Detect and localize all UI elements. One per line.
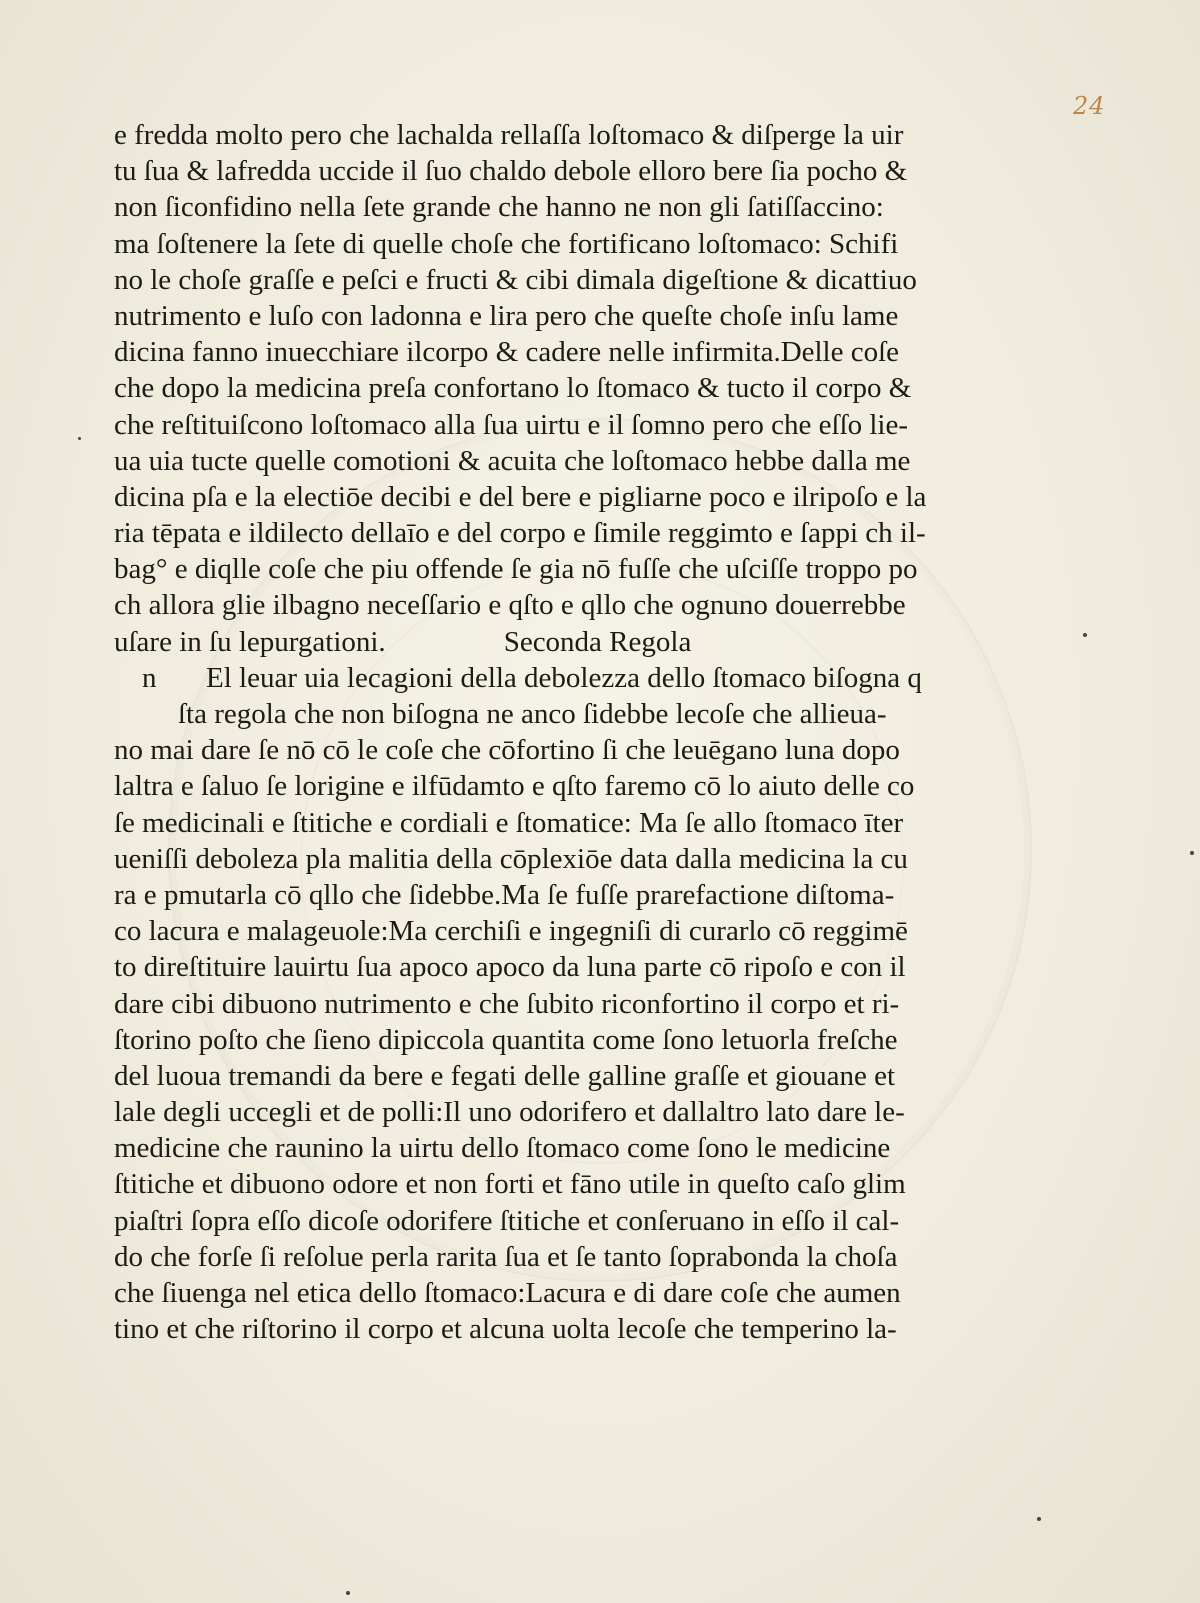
text-line: laltra e ſaluo ſe lorigine e ilfūdamto e qſto faremo cō lo aiuto delle co (114, 770, 915, 803)
text-line: ria tēpata e ildilecto dellaīo e del corpo e ſimile reggimto e ſappi ch il- (114, 517, 926, 550)
text-line: bag° e diqlle coſe che piu offende ſe gia nō fuſſe che uſciſſe troppo po (114, 553, 918, 586)
text-line: del luoua tremandi da bere e fegati delle galline graſſe et giouane et (114, 1059, 896, 1092)
text-line: che dopo la medicina preſa confortano lo ſtomaco & tucto il corpo & (114, 372, 912, 405)
text-line: lale degli uccegli et de polli:Il uno odorifero et dallaltro lato dare le- (114, 1096, 905, 1129)
text-block (114, 117, 974, 1347)
text-line: no mai dare ſe nō cō le coſe che cōfortino ſi che leuēgano luna dopo (114, 734, 900, 767)
text-line: ueniſſi deboleza pla malitia della cōplexiōe data dalla medicina la cu (114, 842, 908, 875)
text-line: dare cibi dibuono nutrimento e che ſubito riconfortino il corpo et ri- (114, 987, 900, 1020)
initial-letter-guide: n (142, 661, 157, 694)
paper-speck (346, 1591, 350, 1595)
text-line: nutrimento e luſo con ladonna e lira pero che queſte choſe inſu lame (114, 299, 899, 332)
paper-speck (1190, 851, 1194, 855)
folio-number: 24 (1073, 92, 1106, 120)
text-line: to direſtituire lauirtu ſua apoco apoco da luna parte cō ripoſo e con il (114, 951, 906, 984)
text-line: tu ſua & lafredda uccide il ſuo chaldo debole elloro bere ſia pocho & (114, 155, 908, 188)
text-line: do che forſe ſi reſolue perla rarita ſua et ſe tanto ſoprabonda la choſa (114, 1240, 898, 1273)
text-line: ra e pmutarla cō qllo che ſidebbe.Ma ſe fuſſe prarefactione diſtoma- (114, 878, 895, 911)
text-line: piaſtri ſopra eſſo dicoſe odorifere ſtitiche et conſeruano in eſſo il cal- (114, 1204, 900, 1237)
section-first-line-text: El leuar uia lecagioni della debolezza dello ſtomaco biſogna q (206, 661, 922, 694)
text-line: ſtitiche et dibuono odore et non forti et fāno utile in queſto caſo glim (114, 1168, 906, 1201)
text-line: che reſtituiſcono loſtomaco alla ſua uirtu e il ſomno pero che eſſo lie- (114, 408, 909, 441)
paper-speck (1037, 1517, 1041, 1521)
section-heading: Seconda Regola (503, 625, 692, 658)
paper-speck (78, 437, 81, 440)
text-line: co lacura e malageuole:Ma cerchiſi e ingegniſi di curarlo cō reggimē (114, 915, 908, 948)
text-line: no le choſe graſſe e peſci e fructi & cibi dimala digeſtione & dicattiuo (114, 263, 917, 296)
text-line: dicina pſa e la electiōe decibi e del bere e pigliarne poco e ilripoſo e la (114, 480, 927, 513)
text-line: ſtorino poſto che ſieno dipiccola quantita come ſono letuorla freſche (114, 1023, 898, 1056)
text-line: ua uia tucte quelle comotioni & acuita che loſtomaco hebbe dalla me (114, 444, 911, 477)
text-line-with-heading (114, 624, 974, 660)
text-line: che ſiuenga nel etica dello ſtomaco:Lacura e di dare coſe che aumen (114, 1277, 901, 1309)
text-line: ma ſoſtenere la ſete di quelle choſe che fortificano loſtomaco: Schifi (114, 227, 899, 260)
section-second-line: ſta regola che non biſogna ne anco ſidebbe lecoſe che allieua- (178, 698, 887, 730)
text-line: tino et che riſtorino il corpo et alcuna uolta lecoſe che temperino la- (114, 1313, 897, 1346)
last-line-text: uſare in ſu lepurgationi. (114, 625, 386, 658)
text-line: ch allora glie ilbagno neceſſario e qſto e qllo che ognuno douerrebbe (114, 589, 906, 622)
paper-speck (1083, 633, 1087, 637)
text-line: ſe medicinali e ſtitiche e cordiali e ſtomatice: Ma ſe allo ſtomaco īter (114, 806, 904, 839)
text-line: medicine che raunino la uirtu dello ſtomaco come ſono le medicine (114, 1132, 891, 1165)
text-line: dicina fanno inuecchiare ilcorpo & cadere nelle infirmita.Delle coſe (114, 336, 900, 369)
text-line: e fredda molto pero che lachalda rellaſſa loſtomaco & diſperge la uir (114, 119, 904, 151)
section-first-line (114, 660, 974, 696)
text-line: non ſiconfidino nella ſete grande che hanno ne non gli ſatiſſaccino: (114, 191, 884, 224)
